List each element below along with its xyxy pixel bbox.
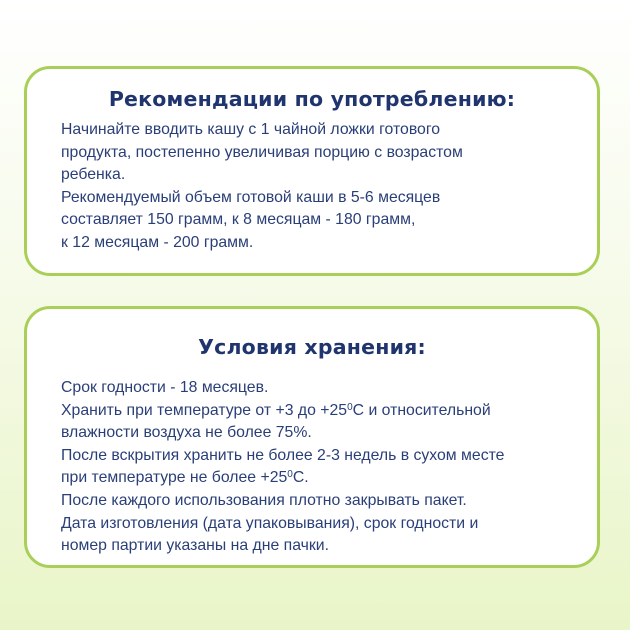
storage-text-fragment: при температуре не более +25 [61, 469, 288, 487]
storage-text-fragment: С. [292, 469, 309, 487]
usage-text-line: ребенка. [61, 166, 126, 184]
storage-text-line [61, 467, 597, 490]
usage-recommendations-card [24, 66, 600, 276]
usage-text-line: Рекомендуемый объем готовой каши в 5-6 месяцев [61, 188, 441, 206]
storage-text-line: Срок годности - 18 месяцев. [61, 379, 269, 396]
storage-text-line: влажности воздуха не более 75%. [61, 424, 312, 442]
usage-text-line: составляет 150 грамм, к 8 месяцам - 180 грамм, [61, 211, 416, 229]
storage-conditions-title: Условия хранения: [198, 335, 426, 359]
storage-text-line [61, 400, 597, 423]
storage-text-line: После каждого использования плотно закрывать пакет. [61, 491, 467, 509]
storage-conditions-text [27, 377, 597, 558]
storage-text-line: Дата изготовления (дата упаковывания), срок годности и [61, 514, 479, 532]
storage-text-fragment: Хранить при температуре от +3 до +25 [61, 401, 348, 419]
degree-sign: 0 [287, 469, 293, 481]
usage-text-line: продукта, постепенно увеличивая порцию с возрастом [61, 143, 463, 161]
usage-recommendations-text [27, 119, 597, 255]
usage-recommendations-title: Рекомендации по употреблению: [108, 87, 516, 111]
storage-text-line: номер партии указаны на дне пачки. [61, 537, 329, 555]
usage-text-line: Начинайте вводить кашу с 1 чайной ложки готового [61, 121, 441, 138]
storage-text-fragment: С и относительной [352, 401, 491, 419]
degree-sign: 0 [347, 401, 353, 413]
storage-text-line: После вскрытия хранить не более 2-3 недель в сухом месте [61, 446, 505, 464]
usage-text-line: к 12 месяцам - 200 грамм. [61, 233, 254, 251]
storage-conditions-card [24, 306, 600, 568]
